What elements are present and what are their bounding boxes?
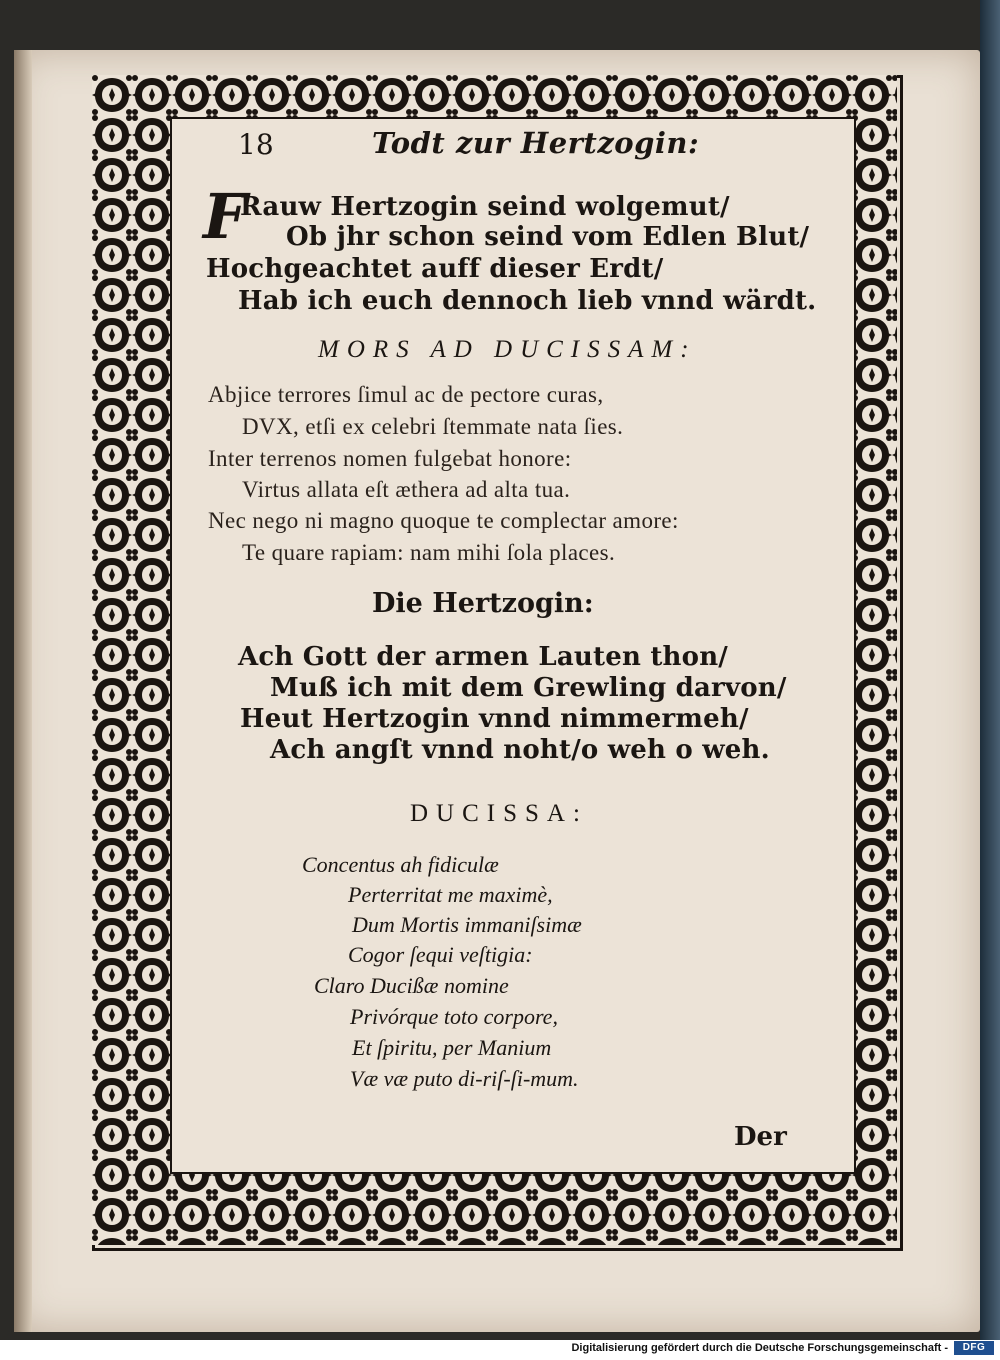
- verse-line: Cogor ſequi veſtigia:: [348, 942, 533, 967]
- verse-line: Et ſpiritu, per Manium: [352, 1035, 552, 1060]
- drop-capital: F: [203, 180, 248, 253]
- verse-line: Ob jhr schon seind vom Edlen Blut/: [286, 222, 810, 252]
- verse-line: Dum Mortis immaniſsimæ: [352, 912, 582, 937]
- verse-line: Ach angſt vnnd noht/o weh o weh.: [270, 735, 770, 765]
- catchword: Der: [734, 1122, 787, 1152]
- verse-line: Hochgeachtet auff dieser Erdt/: [206, 254, 664, 284]
- verse-line: Privórque toto corpore,: [350, 1004, 558, 1029]
- page-gutter-shadow: [14, 50, 32, 1332]
- section-heading: Die Hertzogin:: [372, 588, 594, 619]
- verse-line: Heut Hertzogin vnnd nimmermeh/: [240, 704, 749, 734]
- verse-line: Te quare rapiam: nam mihi ſola places.: [242, 540, 616, 565]
- verse-line: DVX, etſi ex celebri ſtemmate nata ſies.: [242, 414, 624, 439]
- verse-line: Concentus ah fidiculæ: [302, 852, 499, 877]
- section-heading: DUCISSA:: [410, 800, 588, 827]
- dfg-logo: DFG: [954, 1341, 994, 1355]
- section-heading: MORS AD DUCISSAM:: [318, 336, 697, 363]
- verse-line: Abjice terrores ſimul ac de pectore curas,: [208, 382, 604, 407]
- verse-line: Muß ich mit dem Grewling darvon/: [270, 673, 787, 703]
- verse-line: Claro Ducißæ nomine: [314, 973, 509, 998]
- verse-line: Inter terrenos nomen fulgebat honore:: [208, 446, 572, 471]
- verse-line: Væ væ puto di-riſ-ſi-mum.: [350, 1066, 579, 1091]
- digitization-credit: Digitalisierung gefördert durch die Deutsche Forschungsgemeinschaft -: [571, 1342, 948, 1354]
- verse-line: Nec nego ni magno quoque te complectar amore:: [208, 508, 679, 533]
- verse-line: Rauw Hertzogin seind wolgemut/: [240, 192, 730, 222]
- verse-line: Hab ich euch dennoch lieb vnnd wärdt.: [238, 286, 817, 316]
- verse-line: Perterritat me maximè,: [348, 882, 553, 907]
- page-number: 18: [238, 128, 274, 161]
- verse-line: Ach Gott der armen Lauten thon/: [238, 642, 728, 672]
- verse-line: Virtus allata eſt æthera ad alta tua.: [242, 477, 571, 502]
- running-head: Todt zur Hertzogin:: [372, 126, 700, 160]
- scan-edge-strip: [980, 0, 1000, 1340]
